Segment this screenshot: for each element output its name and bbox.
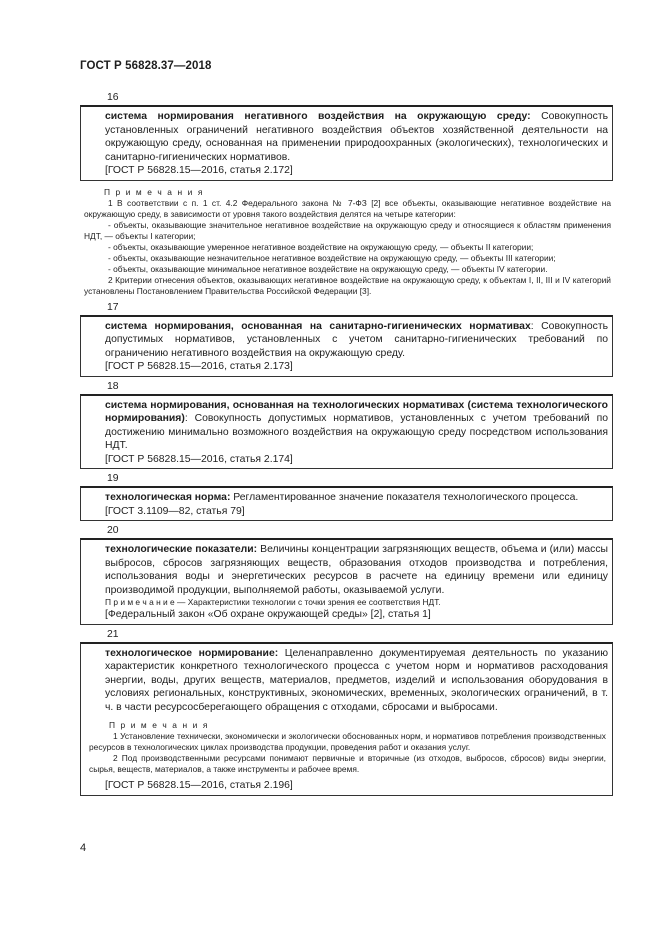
notes-block (80, 187, 613, 297)
note: - объекты, оказывающие умеренное негативное воздействие на окружающую среду, — объекты II категории; (108, 241, 534, 252)
term-definition: технологическое нормирование: Целенаправленно документируемая деятельность по указанию характеристик конкретного технологического процесса с учетом норм и нормативов расходования энергии, воды, других веществ, материалов, предметов, изделий и использования оборудования в условиях региональных, конструктивных, экономических, временных, экологических ограничений, в т. ч. в части ресурсосберегающего обращения с отходами, сбросами и выбросами. (105, 647, 608, 713)
term-reference: [Федеральный закон «Об охране окружающей среды» [2], статья 1] (105, 609, 431, 620)
term-entry (80, 642, 613, 796)
note: - объекты, оказывающие незначительное негативное воздействие на окружающую среду, — объекты III категории; (108, 252, 556, 263)
term-name: технологическое нормирование: (105, 647, 279, 659)
note: - объекты, оказывающие минимальное негативное воздействие на окружающую среду, — объекты IV категории. (108, 263, 548, 274)
term-number: 17 (107, 301, 119, 313)
term-number: 21 (107, 628, 119, 640)
term-entry (80, 105, 613, 181)
terms-list (80, 91, 613, 799)
term-entry (80, 315, 613, 377)
note: 2 Критерии отнесения объектов, оказывающих негативное воздействие на окружающую среду, к объектам I, II, III и IV категорий установлены Постановлением Правительства Российской Федерации [3]. (84, 274, 611, 296)
notes-heading: П р и м е ч а н и я (104, 186, 204, 197)
term-definition: система нормирования негативного воздействия на окружающую среду: Совокупность установленных ограничений негативного воздействия объектов хозяйственной деятельности на окружающую среду, основанная на применении природоохранных (экологических), технологических и санитарно-гигиенических нормативов. (105, 111, 608, 163)
note: 2 Под производственными ресурсами понимают первичные и вторичные (из отходов, выбросов, сбросов) виды энергии, сырья, веществ, материалов, а также инструменты и рабочее время. (89, 753, 606, 774)
notes-heading: П р и м е ч а н и я (109, 720, 209, 730)
term-name: система нормирования негативного воздействия на окружающую среду: (105, 111, 531, 122)
term-definition: система нормирования, основанная на технологических нормативах (система технологического нормирования): Совокупность допустимых нормативов, установленных с учетом требований по достижению минимально возможного воздействия на окружающую среду посредством использования НДТ. (105, 399, 608, 451)
term-definition: система нормирования, основанная на санитарно-гигиенических нормативах: Совокупность допустимых нормативов, установленных с учетом санитарно-гигиенических требований по ограничению негативного воздействия на окружающую среду. (105, 320, 608, 359)
term-entry (80, 394, 613, 470)
note-line: П р и м е ч а н и е — Характеристики технологии с точки зрения ее соответствия НДТ. (105, 597, 441, 607)
note: 1 Установление технически, экономически и экологически обоснованных норм, и нормативов потребления производственных ресурсов в технологических циклах производства продукции, проведения работ и оказания услуг. (89, 731, 606, 752)
term-definition: технологическая норма: Регламентированное значение показателя технологического процесса. (105, 492, 579, 503)
term-reference: [ГОСТ Р 56828.15—2016, статья 2.174] (105, 453, 293, 465)
term-name: технологические показатели: (105, 544, 258, 555)
term-reference: [ГОСТ Р 56828.15—2016, статья 2.173] (105, 361, 293, 372)
term-definition: технологические показатели: Величины концентрации загрязняющих веществ, объема и (или) массы выбросов, сбросов загрязняющих веществ, образования отходов производства и потребления, использования воды и энергетических ресурсов в расчете на единицу времени или единицу производимой продукции, выполняемой работы, оказываемой услуги. (105, 544, 608, 596)
notes-block (85, 720, 608, 775)
term-number: 16 (107, 92, 119, 103)
document-header: ГОСТ Р 56828.37—2018 (80, 60, 212, 72)
page-number: 4 (80, 842, 87, 854)
term-reference: [ГОСТ Р 56828.15—2016, статья 2.172] (105, 165, 293, 176)
term-name: система нормирования, основанная на технологических нормативах (система технологического нормирования) (105, 399, 608, 424)
note: - объекты, оказывающие значительное негативное воздействие на окружающую среду и относящиеся к областям применения НДТ, — объекты I категории; (84, 219, 611, 241)
term-reference: [ГОСТ Р 56828.15—2016, статья 2.196] (105, 780, 293, 791)
term-entry (80, 486, 613, 521)
note: 1 В соответствии с п. 1 ст. 4.2 Федерального закона № 7-ФЗ [2] все объекты, оказывающие негативное воздействие на окружающую среду, в зависимости от уровня такого воздействия делятся на четыре категории: (84, 197, 611, 219)
term-entry (80, 538, 613, 625)
term-number: 18 (107, 380, 119, 392)
term-name: система нормирования, основанная на санитарно-гигиенических нормативах (105, 320, 531, 332)
term-reference: [ГОСТ 3.1109—82, статья 79] (105, 505, 245, 517)
term-name: технологическая норма: (105, 492, 231, 503)
term-number: 19 (107, 473, 119, 484)
term-number: 20 (107, 525, 119, 536)
